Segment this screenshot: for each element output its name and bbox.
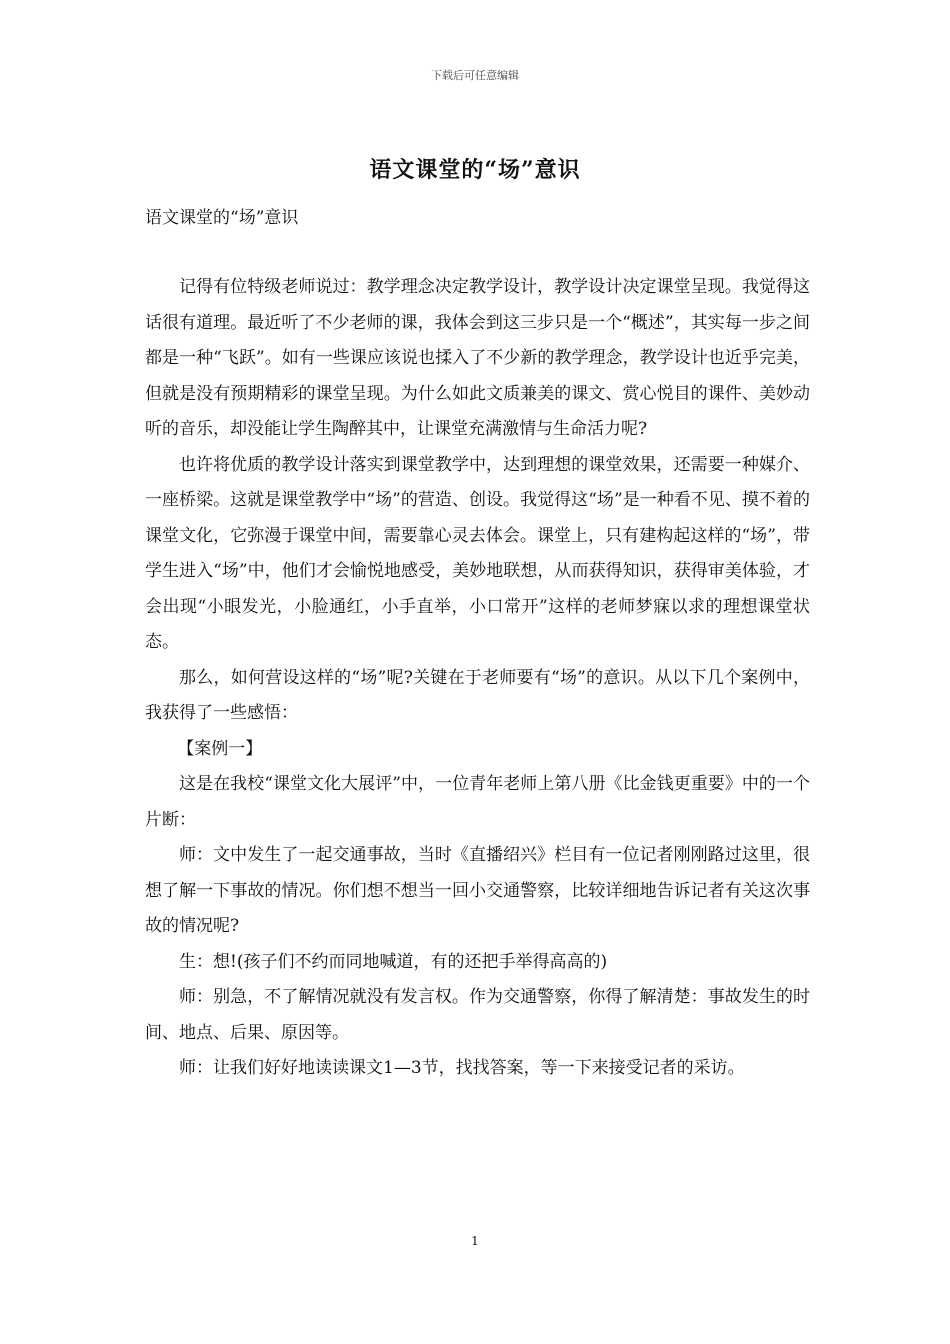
dialogue-teacher-3: 师：让我们好好地读读课文1—3节，找找答案，等一下来接受记者的采访。 [179, 1058, 745, 1078]
dialogue-student-1: 生：想!(孩子们不约而同地喊道，有的还把手举得高高的) [179, 951, 608, 972]
paragraph-intro: 记得有位特级老师说过：教学理念决定教学设计，教学设计决定课堂呈现。我觉得这话很有道理。最近听了不少老师的课，我体会到这三步只是一个“概述”，其实每一步之间都是一种“飞跃”。如有一些课应该说也揉入了不少新的教学理念，教学设计也近乎完美，但就是没有预期精彩的课堂呈现。为什么如此文质兼美的课文、赏心悦目的课件、美妙动听的音乐，却没能让学生陶醉其中，让课堂充满激情与生命活力呢? [145, 277, 810, 439]
paragraph-case-context: 这是在我校“课堂文化大展评”中，一位青年老师上第八册《比金钱更重要》中的一个片断： [145, 774, 810, 830]
paragraph-field: 也许将优质的教学设计落实到课堂教学中，达到理想的课堂效果，还需要一种媒介、一座桥梁。这就是课堂教学中“场”的营造、创设。我觉得这“场”是一种看不见、摸不着的课堂文化，它弥漫于课堂中间，需要靠心灵去体会。课堂上，只有建构起这样的“场”，带学生进入“场”中，他们才会愉悦地感受，美妙地联想，从而获得知识，获得审美体验，才会出现“小眼发光，小脸通红，小手直举，小口常开”这样的老师梦寐以求的理想课堂状态。 [145, 454, 810, 652]
dialogue-teacher-2: 师：别急，不了解情况就没有发言权。作为交通警察，你得了解清楚：事故发生的时间、地点、后果、原因等。 [145, 987, 810, 1043]
page-number: 1 [471, 1234, 479, 1248]
paragraph-question: 那么，如何营设这样的“场”呢?关键在于老师要有“场”的意识。从以下几个案例中，我获得了一些感悟： [145, 667, 810, 723]
case-label: 【案例一】 [177, 738, 263, 759]
dialogue-teacher-1: 师：文中发生了一起交通事故，当时《直播绍兴》栏目有一位记者刚刚路过这里，很想了解一下事故的情况。你们想不想当一回小交通警察，比较详细地告诉记者有关这次事故的情况呢? [145, 845, 810, 936]
document-title: 语文课堂的“场”意识 [369, 157, 581, 183]
document-body [145, 270, 810, 1087]
document-subtitle: 语文课堂的“场”意识 [145, 208, 299, 228]
page-header: 下载后可任意编辑 [431, 69, 519, 82]
